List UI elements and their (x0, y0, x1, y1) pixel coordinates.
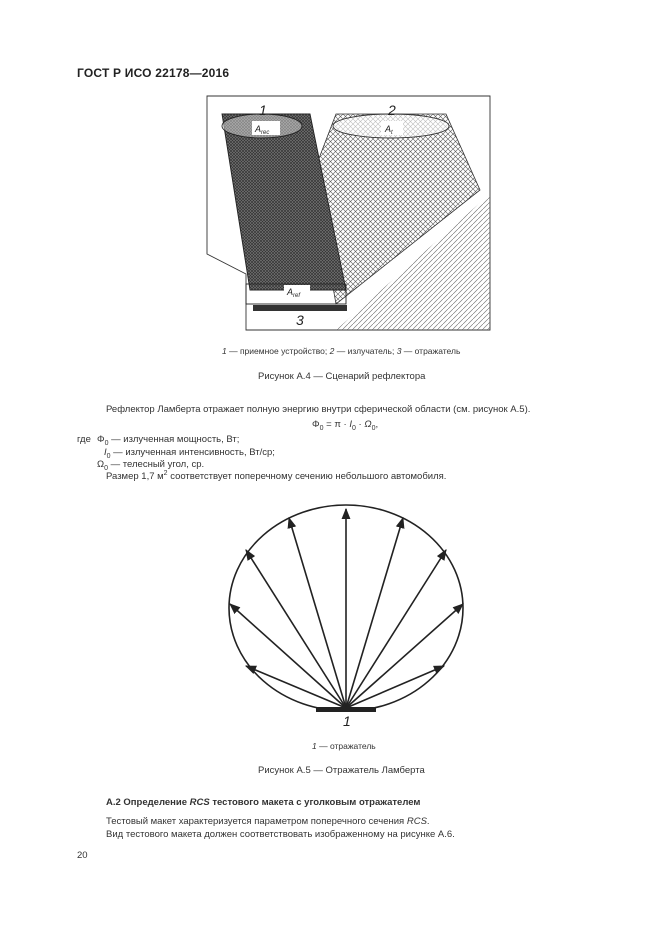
figure-a5-legend: 1 — отражатель (312, 741, 376, 751)
formula: $\Phi_0 = \pi \cdot I_0 \cdot \Omega_0$, (312, 419, 379, 432)
figure-a5-caption: Рисунок А.5 — Отражатель Ламберта (258, 765, 425, 776)
label-a-t: $A_t$ (385, 124, 393, 136)
label-a-rec: $A_{rec}$ (255, 124, 270, 136)
document-header: ГОСТ Р ИСО 22178—2016 (77, 66, 230, 80)
paragraph-lambert: Рефлектор Ламберта отражает полную энергию внутри сферической области (см. рисунок А.5). (106, 404, 531, 415)
definition-omega: $\Omega_0$ — телесный угол, ср. (97, 459, 205, 472)
label-2: 2 (388, 102, 396, 118)
definition-phi: $\Phi_0$ — излученная мощность, Вт; (97, 434, 240, 447)
figure-a4-caption: Рисунок А.4 — Сценарий рефлектора (258, 371, 426, 382)
where-label: где (77, 434, 91, 445)
figure-a5-lambert-reflector (226, 500, 472, 730)
section-heading: А.2 Определение RCS тестового макета с уголковым отражателем (106, 797, 421, 808)
figure-a4-legend: 1 — приемное устройство; 2 — излучатель; 3 — отражатель (222, 346, 461, 356)
label-1: 1 (259, 102, 267, 118)
definition-intensity: $I_0$ — излученная интенсивность, Вт/ср; (104, 447, 275, 460)
figure-a4-reflector-scenario (198, 94, 494, 334)
section-line-1: Тестовый макет характеризуется параметром поперечного сечения RCS. (106, 816, 430, 827)
page-number: 20 (77, 850, 88, 861)
label-3: 3 (296, 312, 304, 328)
label-a-ref: $A_{ref}$ (287, 287, 301, 299)
reflector-base (316, 707, 376, 712)
section-line-2: Вид тестового макета должен соответствовать изображенному на рисунке А.6. (106, 829, 455, 840)
label-1: 1 (343, 713, 351, 729)
radiation-arrows (230, 509, 463, 708)
paragraph-size: Размер 1,7 $м^2$ соответствует поперечному сечению небольшого автомобиля. (106, 470, 447, 483)
